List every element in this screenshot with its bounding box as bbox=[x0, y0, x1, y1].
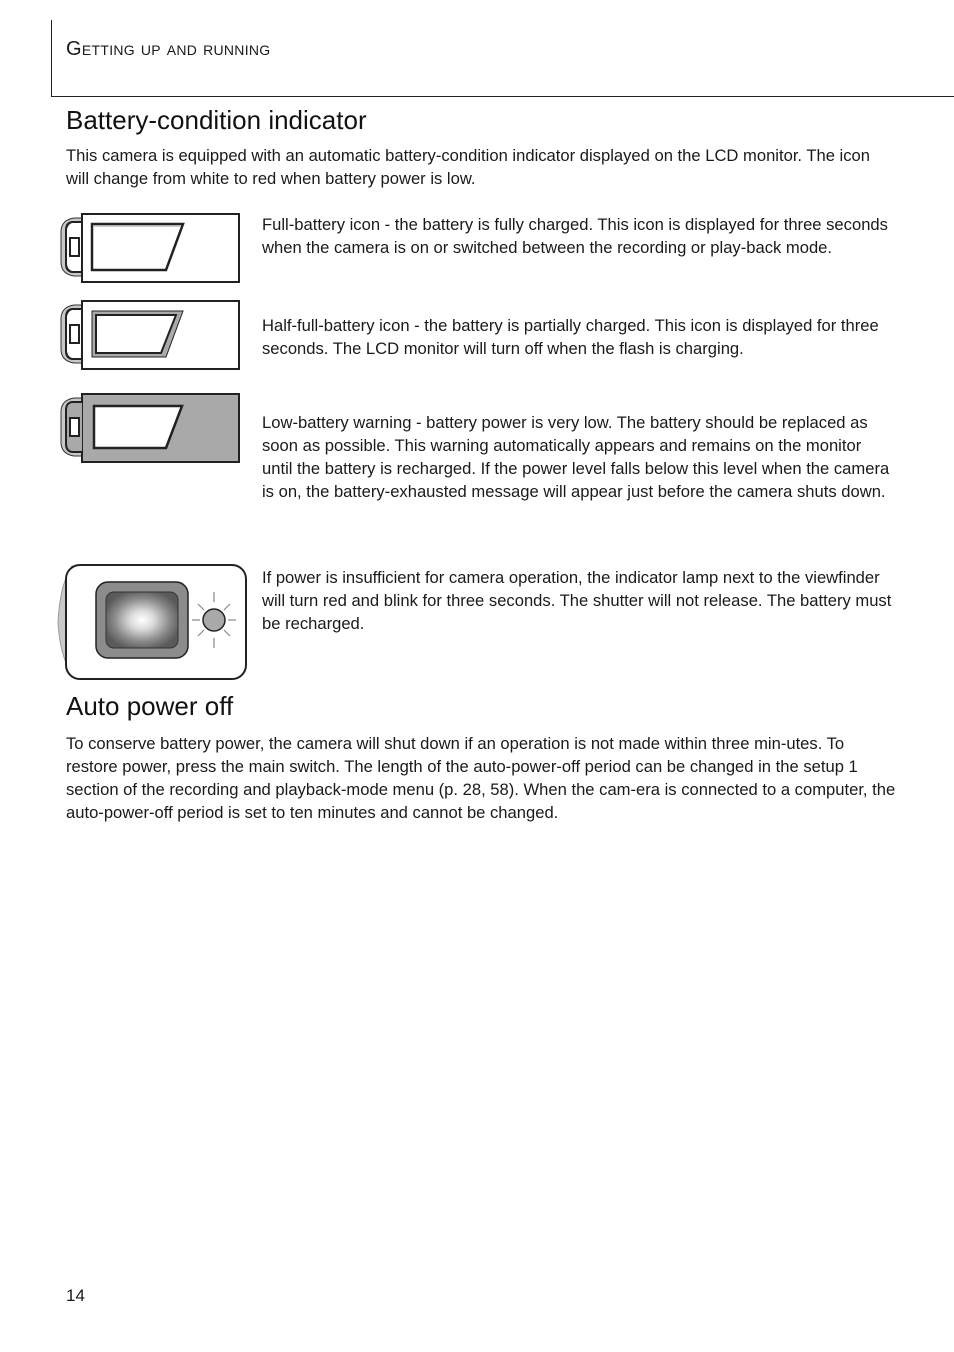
battery-section-title: Battery-condition indicator bbox=[66, 105, 367, 135]
page-number: 14 bbox=[66, 1286, 85, 1305]
auto-power-section-title: Auto power off bbox=[66, 691, 234, 721]
low-battery-description: Low-battery warning - battery power is very low. The battery should be replaced as soon as possible. This warning automatically appears and remains on the monitor until the battery is recharged. If the power level falls below this level when the camera is on, the battery-exhausted message will appear just before the camera shuts down. bbox=[262, 413, 890, 501]
running-head: Getting up and running bbox=[66, 38, 271, 60]
half-battery-description: Half-full-battery icon - the battery is partially charged. This icon is displayed for three seconds. The LCD monitor will turn off when the flash is charging. bbox=[262, 316, 879, 358]
full-battery-icon bbox=[58, 210, 244, 288]
full-battery-description: Full-battery icon - the battery is fully charged. This icon is displayed for three seconds when the camera is on or switched between the recording or play-back mode. bbox=[262, 215, 888, 257]
auto-power-body-text: To conserve battery power, the camera will shut down if an operation is not made within three min-utes. To restore power, press the main switch. The length of the auto-power-off period can be changed in the setup 1 section of the recording and playback-mode menu (p. 28, 58). When the cam-era is connected to a computer, the auto-power-off period is set to ten minutes and cannot be changed. bbox=[66, 734, 896, 822]
header-horizontal-rule bbox=[51, 96, 954, 97]
viewfinder-lamp-icon bbox=[56, 562, 250, 684]
viewfinder-lamp-description: If power is insufficient for camera operation, the indicator lamp next to the viewfinder will turn red and blink for three seconds. The shutter will not release. The battery must be recharged. bbox=[262, 568, 892, 633]
half-battery-icon bbox=[58, 297, 244, 375]
low-battery-icon bbox=[58, 390, 244, 468]
header-vertical-rule bbox=[51, 20, 52, 96]
battery-intro-text: This camera is equipped with an automatic battery-condition indicator displayed on the LCD monitor. The icon will change from white to red when battery power is low. bbox=[66, 146, 871, 188]
